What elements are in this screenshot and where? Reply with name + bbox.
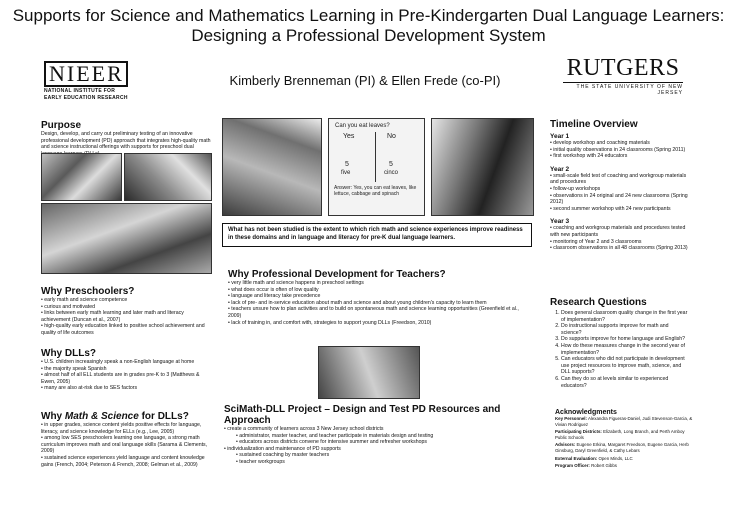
authors: Kimberly Brenneman (PI) & Ellen Frede (co-PI) [229,73,501,88]
purpose-text: Design, develop, and carry out preliminary testing of an innovative professional development (PD) approach that integrates high-quality math and science instructional offerings with supports for preschool dual [41,131,211,151]
chart-answer: Answer: Yes, you can eat leaves, like lettuce, cabbage and spinach [334,185,417,197]
why-preschoolers-heading: Why Preschoolers? [41,286,135,297]
why-math-science-section [41,411,211,468]
chart-no: No [387,133,396,140]
why-math-science-item: • among low SES preschoolers learning one language, a strong math curriculum improves math and oral language skills (Sarama & Clements, 2009) [41,435,208,455]
chart-count-1: 5 [345,161,349,168]
chart-question: Can you eat leaves? [335,123,390,129]
title-line-2: Designing a Professional Development System [191,26,546,45]
timeline-item: • first workshop with 24 educators [550,153,628,160]
ack-text: Robert Gibbs [591,463,617,469]
classroom-photo-4 [222,118,322,216]
timeline-item: • develop workshop and coaching materials [550,140,650,146]
why-dlls-item: • almost half of all ELL students are in grades pre-K to 3 (Matthews & Ewen, 2005) [41,372,200,385]
why-math-science-item: • sustained science experiences yield language and content knowledge gains (French, 2004; Peterson & French, 2008; Gelman et al., 2009) [41,454,205,468]
acknowledgments-section [555,409,695,469]
nieer-logo-tagline-2: EARLY EDUCATION RESEARCH [44,95,128,101]
scimath-heading: SciMath-DLL Project – Design and Test PD Resources and Approach [224,404,501,426]
timeline-item: • second summer workshop with 24 new participants [550,205,671,212]
ack-label: External Evaluation: [555,455,598,461]
scimath-subitem: • educators across districts convene for intensive summer and refresher workshops [236,439,427,446]
timeline-item: • coaching and workgroup materials and procedures tested with new participants [550,225,686,238]
classroom-photo-1 [41,153,122,201]
rutgers-logo-name: RUTGERS [566,55,680,81]
scimath-item: • individualization and maintenance of PD supports [224,445,341,452]
nieer-logo [44,61,128,101]
why-preschoolers-section [41,286,211,337]
scimath-subitem: • teacher workgroups [236,458,285,465]
research-gap-callout: What has not been studied is the extent to which rich math and science experiences improve readiness in these domains and in language and literacy for pre-K dual language learners. [222,223,532,247]
chart-word-2: cinco [384,170,399,176]
why-math-science-item: • in upper grades, science content yields positive effects for language, literacy, and science knowledge for ELLs (e.g., Lee, 2005) [41,422,202,435]
timeline-heading: Timeline Overview [550,119,638,130]
heading-pre: Why [41,411,65,422]
ack-label: Key Personnel: [555,416,587,421]
rutgers-logo [563,56,683,96]
timeline-item: • small-scale field test of coaching and workgroup materials and procedures [550,172,687,186]
classroom-photo-2 [124,153,212,201]
classroom-photo-3 [41,203,212,274]
research-question: 2. Do instructional supports improve for math and science? [561,323,690,336]
why-dlls-item: • the majority speak Spanish [41,365,107,372]
ack-label: Participating Districts: [555,429,602,435]
research-question: 5. Can educators who did not participate in development use project resources to improve math, science, and DLL supports? [561,356,690,376]
chart-divider [375,132,376,182]
nieer-logo-tagline-1: NATIONAL INSTITUTE FOR [44,88,116,94]
research-question: 3. Do supports improve for home language and English? [561,336,690,343]
why-math-science-heading [41,411,211,422]
ack-text: Eugene Erkina, Margaret Freedson, Eugene Garcia, Herb Ginsburg, Daryl Greenfield, & Cathy Lebars [555,442,689,453]
timeline-item: • monitoring of Year 2 and 3 classrooms [550,238,642,245]
nieer-logo-name: NIEER [44,61,128,87]
research-question: 6. Can they do so at levels similar to experienced educators? [561,376,690,389]
ack-label: Program Officer: [555,463,590,469]
why-pd-section [228,269,526,326]
rutgers-logo-tagline: THE STATE UNIVERSITY OF NEW JERSEY [563,82,683,96]
purpose-heading: Purpose [41,120,82,131]
chart-yes: Yes [343,133,355,140]
timeline-year-2: Year 2 [550,165,570,173]
ack-text: Alexandra Figueras-Daniel, Judi Stevenson-Garcia, & Vivian Rodriguez [555,416,693,427]
why-pd-heading: Why Professional Development for Teachers? [228,269,446,280]
scimath-subitem: • sustained coaching by master teachers [236,452,330,459]
why-dlls-section [41,348,211,392]
chart-word-1: five [341,170,351,176]
timeline-section [550,119,690,252]
classroom-photo-6 [318,346,420,399]
why-pd-item: • lack of pre- and in-service education about math and science and about young children's capacity to learn them [228,299,487,306]
research-question: 1. Does general classroom quality change in the first year of implementation? [561,310,690,323]
timeline-item: • classroom observations in all 48 classrooms (Spring 2013) [550,245,688,252]
why-dlls-item: • U.S. children increasingly speak a non-English language at home [41,359,195,365]
scimath-section [224,404,530,466]
why-pd-item: • what does occur is often of low quality [228,286,319,293]
ack-text: Open Minds, LLC [598,455,633,461]
why-preschoolers-item: • high-quality early education linked to positive school achievement and quality of life outcomes [41,323,205,336]
timeline-year-1: Year 1 [550,133,570,140]
why-preschoolers-item: • curious and motivated [41,303,96,310]
why-pd-item: • very little math and science happens in preschool settings [228,280,364,286]
why-pd-item: • language and literacy take precedence [228,293,321,300]
heading-emphasis: Math & Science [64,411,139,422]
why-pd-item: • lack of training in, and comfort with, strategies to support young DLLs (Freedson, 2010) [228,319,432,326]
graphing-chart-photo [328,118,425,216]
ack-text: Elizabeth, Long Branch, and Perth Amboy Public Schools [555,429,685,440]
scimath-subitem: • administrator, master teacher, and teacher participate in materials design and testing [236,432,434,439]
purpose-section [41,120,211,157]
research-questions-heading: Research Questions [550,297,647,308]
timeline-item: • follow-up workshops [550,185,601,192]
timeline-item: • initial quality observations in 24 classrooms (Spring 2011) [550,146,686,153]
title-line-1: Supports for Science and Mathematics Learning in Pre-Kindergarten Dual Language Learners: [12,6,725,25]
why-preschoolers-item: • links between early math learning and later math and literacy achievement (Duncan et al., 2007) [41,310,184,323]
classroom-photo-5 [431,118,534,216]
why-dlls-item: • many are also at-risk due to SES factors [41,385,138,392]
chart-count-2: 5 [389,161,393,168]
heading-post: for DLLs? [138,411,189,422]
poster-title [0,6,737,46]
research-question: 4. How do these measures change in the second year of implementation? [561,343,690,356]
why-pd-item: • teachers unsure how to plan activities and to build on spontaneous math and science learning opportunities (Greenfield et al., 2009) [228,306,519,319]
research-questions-section [550,297,690,389]
acknowledgments-heading: Acknowledgments [555,409,617,416]
timeline-year-3: Year 3 [550,218,570,226]
why-preschoolers-item: • early math and science competence [41,297,128,303]
timeline-item: • observations in 24 original and 24 new classrooms (Spring 2012) [550,192,688,206]
why-dlls-heading: Why DLLs? [41,348,96,359]
scimath-item: • create a community of learners across 3 New Jersey school districts [224,426,384,432]
ack-label: Advisors: [555,442,576,448]
